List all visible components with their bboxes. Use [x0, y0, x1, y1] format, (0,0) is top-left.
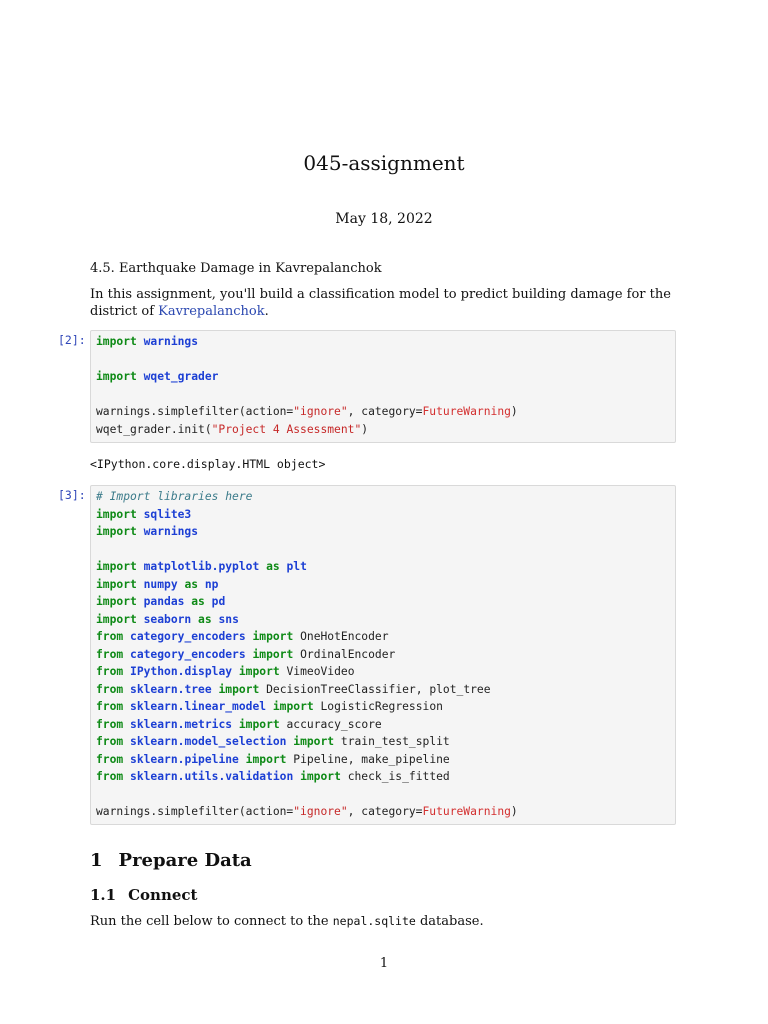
code-line: import warnings: [96, 525, 199, 538]
code-line-blank: [96, 351, 670, 369]
intro-paragraph: [90, 286, 690, 320]
document-title: 045-assignment: [303, 151, 465, 175]
code-line: from sklearn.tree import DecisionTreeClassifier, plot_tree: [96, 682, 491, 696]
cell-prompt-3: [3]:: [58, 488, 86, 502]
code-line-blank: [96, 786, 670, 804]
intro-text: In this assignment, you'll build a classification model to predict building damage for the district of: [90, 287, 671, 319]
connect-instruction: Run the cell below to connect to the nepal.sqlite database.: [90, 914, 484, 929]
code-line: from category_encoders import OrdinalEncoder: [96, 647, 396, 661]
code-line: warnings.simplefilter(action="ignore", category=FutureWarning): [96, 805, 518, 818]
assignment-heading: 4.5. Earthquake Damage in Kavrepalanchok: [90, 261, 382, 276]
district-link[interactable]: Kavrepalanchok: [158, 304, 265, 319]
document-date: May 18, 2022: [335, 211, 433, 227]
subsection-heading-connect: 1.1 Connect: [90, 886, 198, 904]
code-line-blank: [96, 541, 670, 559]
code-comment: # Import libraries here: [96, 490, 253, 503]
code-line: from sklearn.metrics import accuracy_score: [96, 717, 382, 731]
code-line: import pandas as pd: [96, 595, 226, 608]
code-cell-2[interactable]: [90, 330, 676, 443]
db-filename: nepal.sqlite: [332, 914, 416, 928]
intro-period: .: [264, 304, 269, 319]
code-line: import wqet_grader: [96, 370, 219, 383]
section-heading-prepare-data: 1 Prepare Data: [90, 850, 252, 871]
code-line: from IPython.display import VimeoVideo: [96, 665, 355, 678]
cell-output-2: <IPython.core.display.HTML object>: [90, 457, 326, 471]
code-line: import numpy as np: [96, 577, 219, 591]
code-line: warnings.simplefilter(action="ignore", category=FutureWarning): [96, 405, 518, 418]
cell-prompt-2: [2]:: [58, 333, 86, 347]
code-line: import seaborn as sns: [96, 612, 239, 626]
code-line: from category_encoders import OneHotEncoder: [96, 630, 389, 643]
code-line: import sqlite3: [96, 507, 192, 521]
code-line: wqet_grader.init("Project 4 Assessment"): [96, 422, 369, 436]
code-line-blank: [96, 386, 670, 404]
code-line: import matplotlib.pyplot as plt: [96, 560, 307, 573]
code-line: import warnings: [96, 335, 199, 348]
code-line: from sklearn.pipeline import Pipeline, make_pipeline: [96, 752, 450, 766]
page-number: 1: [379, 956, 389, 971]
code-line: from sklearn.utils.validation import check_is_fitted: [96, 770, 450, 783]
code-line: from sklearn.model_selection import train_test_split: [96, 735, 450, 748]
code-line: from sklearn.linear_model import LogisticRegression: [96, 700, 443, 713]
code-cell-3[interactable]: [90, 485, 676, 825]
